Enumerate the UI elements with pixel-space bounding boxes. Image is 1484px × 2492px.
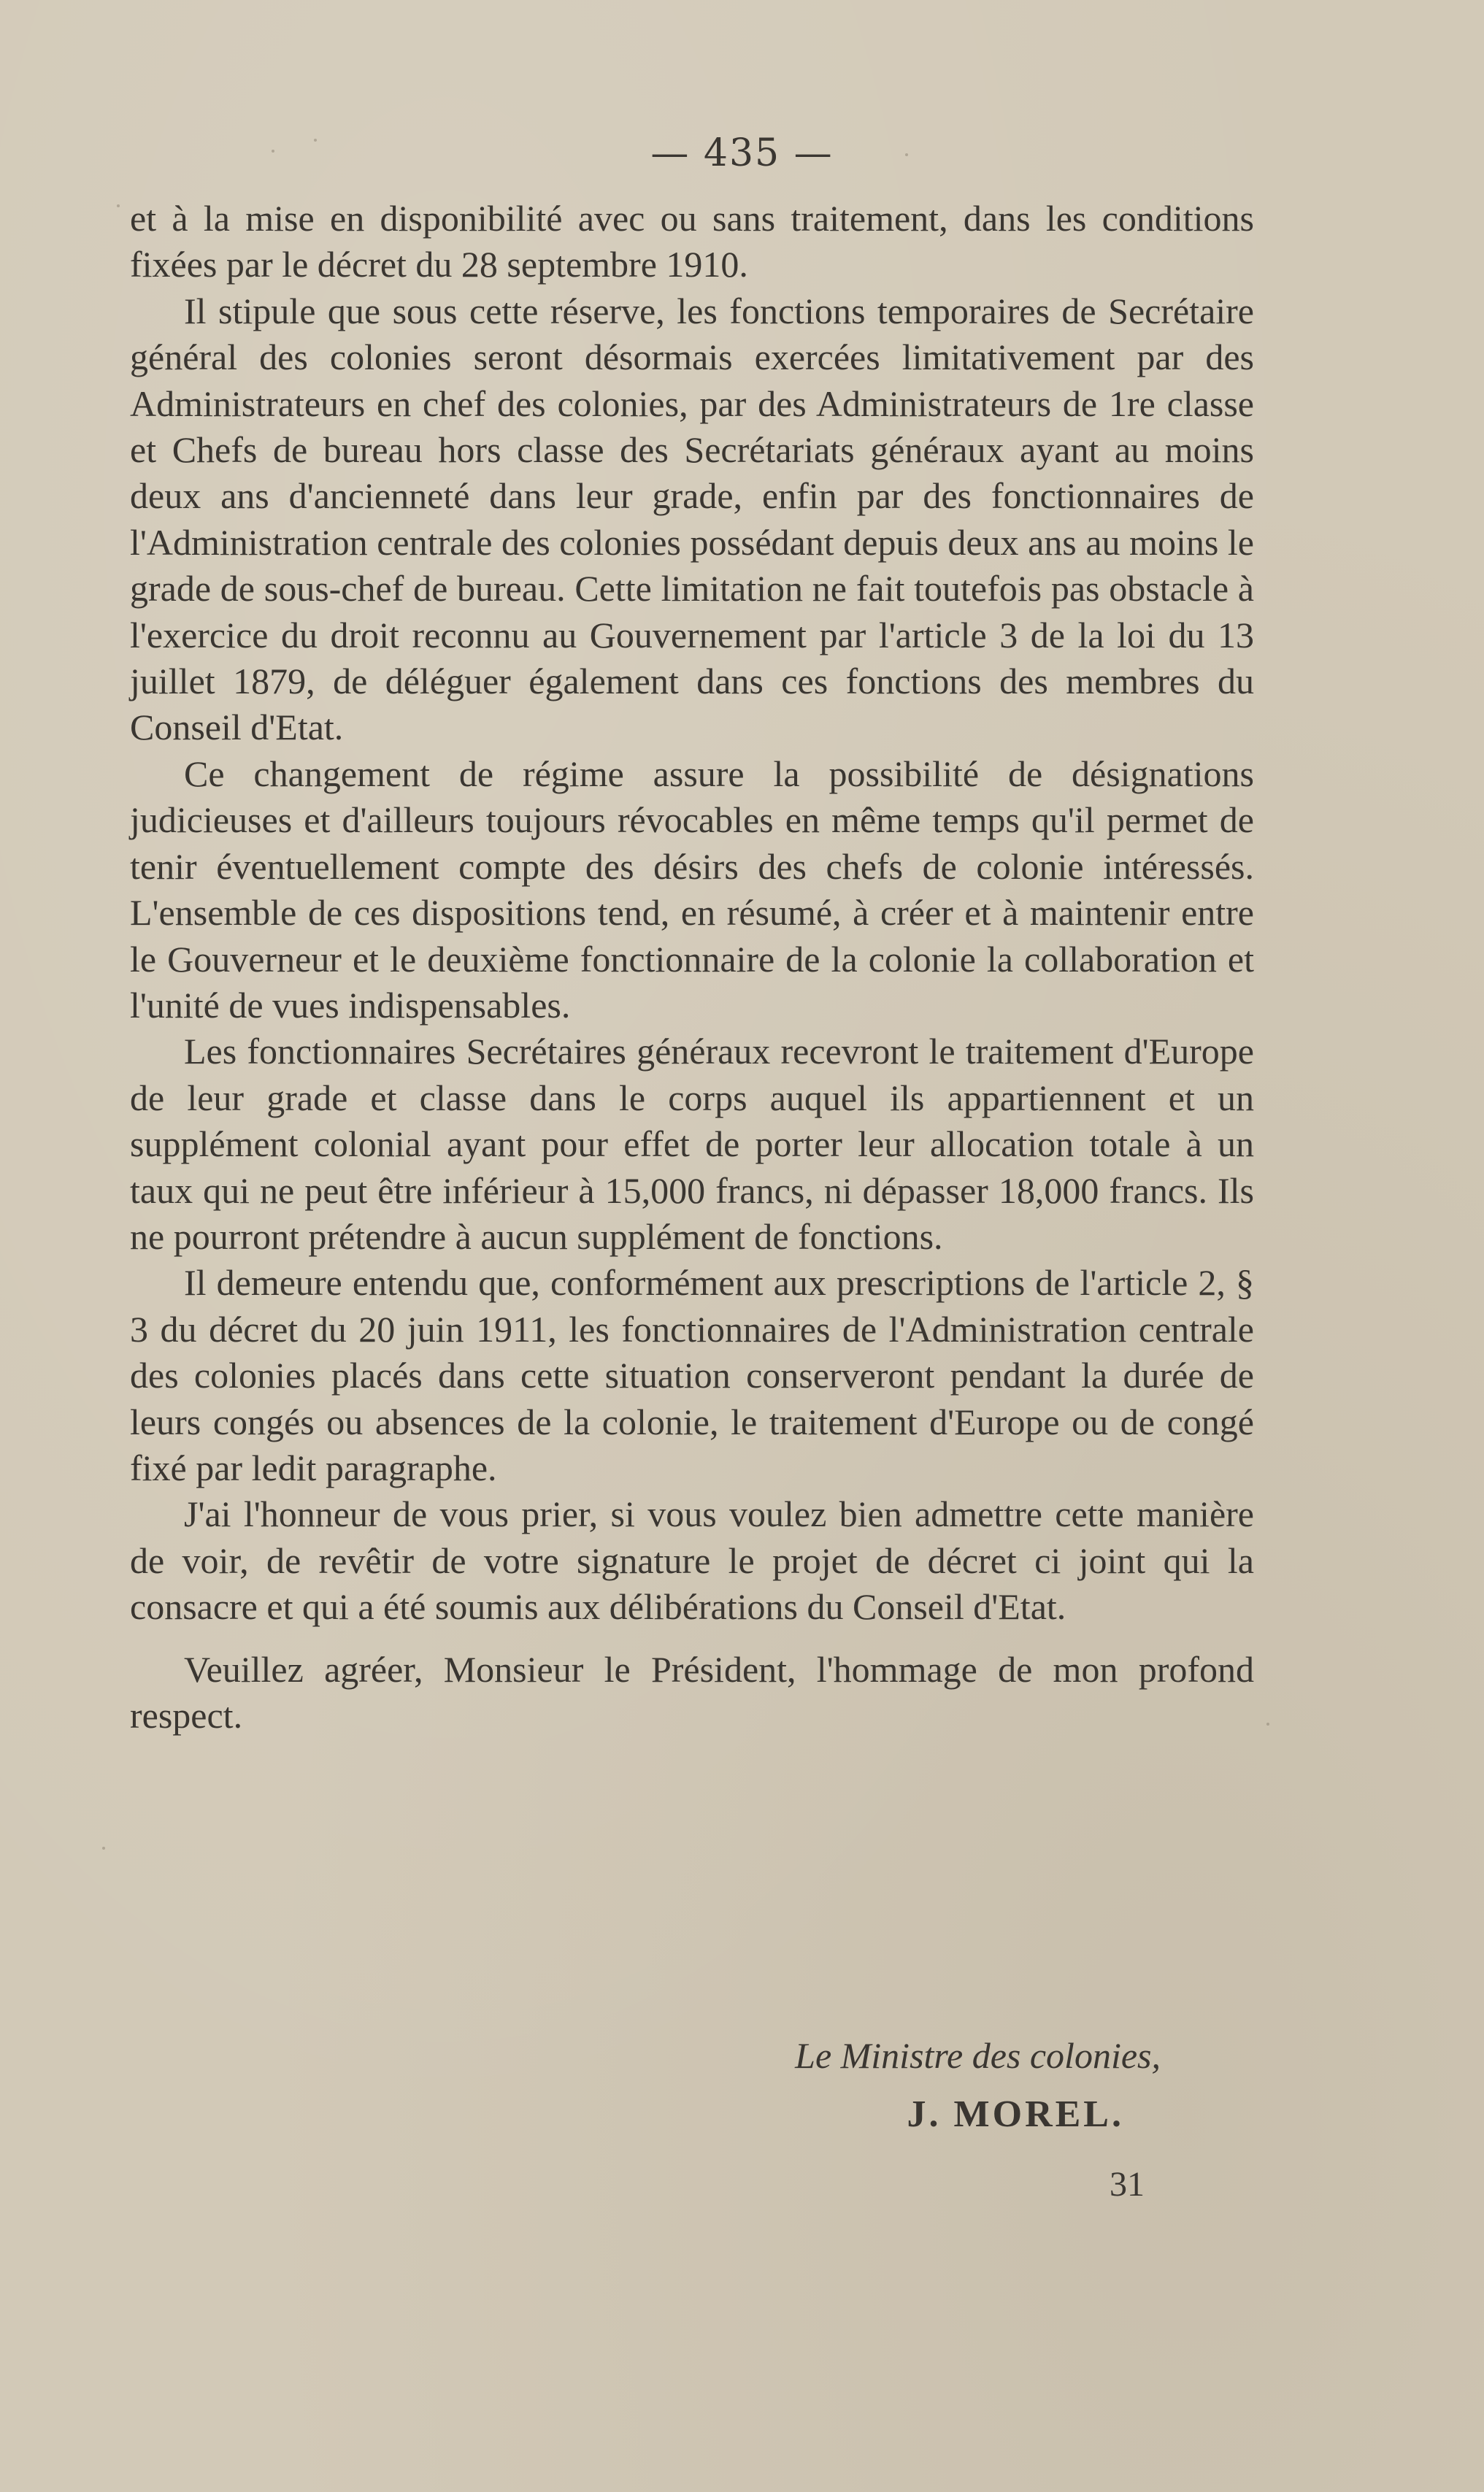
paragraph: Il demeure entendu que, conformément aux prescriptions de l'article 2, § 3 du décret du 20 juin 1911, les fonctionnaires de l'Administration centrale des colonies placés dans cette situation conserveront pendant la durée de leurs congés ou absences de la colonie, le traitement d'Europe ou de congé fixé par ledit paragraphe. <box>130 1262 1254 1488</box>
paragraph-continuation: et à la mise en disponibilité avec ou sans traitement, dans les conditions fixées par le décret du 28 septembre 1910. <box>130 198 1254 285</box>
closing-paragraph: Veuillez agréer, Monsieur le Président, l'hommage de mon profond respect. <box>130 1648 1254 1736</box>
signature-title: Le Ministre des colonies, <box>795 2035 1161 2076</box>
paragraph: Il stipule que sous cette réserve, les fonctions temporaires de Secrétaire général des colonies seront désormais exercées limitativement par des Administrateurs en chef des colonies, par des Administrateurs de 1re classe et Chefs de bureau hors classe des Secrétariats généraux ayant au moins deux ans d'ancienneté dans leur grade, enfin par des fonctionnaires de l'Administration centrale des colonies possédant depuis deux ans au moins le grade de sous-chef de bureau. Cette limitation ne fait toutefois pas obstacle à l'exercice du droit reconnu au Gouvernement par l'article 3 de la loi du 13 juillet 1879, de déléguer également dans ces fonctions des membres du Conseil d'Etat. <box>130 290 1254 748</box>
sheet-number: 31 <box>1110 2165 1145 2204</box>
signature-name: J. MOREL. <box>907 2093 1124 2135</box>
body-text <box>130 196 1254 1739</box>
paper-speck <box>102 1847 105 1850</box>
paragraph: Ce changement de régime assure la possibilité de désignations judicieuses et d'ailleurs toujours révocables en même temps qu'il permet de tenir éventuellement compte des désirs des chefs de colonie intéressés. L'ensemble de ces dispositions tend, en résumé, à créer et à maintenir entre le Gouverneur et le deuxième fonctionnaire de la colonie la collaboration et l'unité de vues indispensables. <box>130 753 1254 1026</box>
paper-speck <box>117 204 120 207</box>
paragraph: J'ai l'honneur de vous prier, si vous voulez bien admettre cette manière de voir, de revêtir de votre signature le projet de décret ci joint qui la consacre et qui a été soumis aux délibérations du Conseil d'Etat. <box>130 1493 1254 1628</box>
paragraph: Les fonctionnaires Secrétaires généraux recevront le traitement d'Europe de leur grade et classe dans le corps auquel ils appartiennent et un supplément colonial ayant pour effet de porter leur allocation totale à un taux qui ne peut être inférieur à 15,000 francs, ni dépasser 18,000 francs. Ils ne pourront prétendre à aucun supplément de fonctions. <box>130 1031 1254 1257</box>
paper-speck <box>1266 1723 1269 1726</box>
page-number: — 435 — <box>650 131 834 175</box>
